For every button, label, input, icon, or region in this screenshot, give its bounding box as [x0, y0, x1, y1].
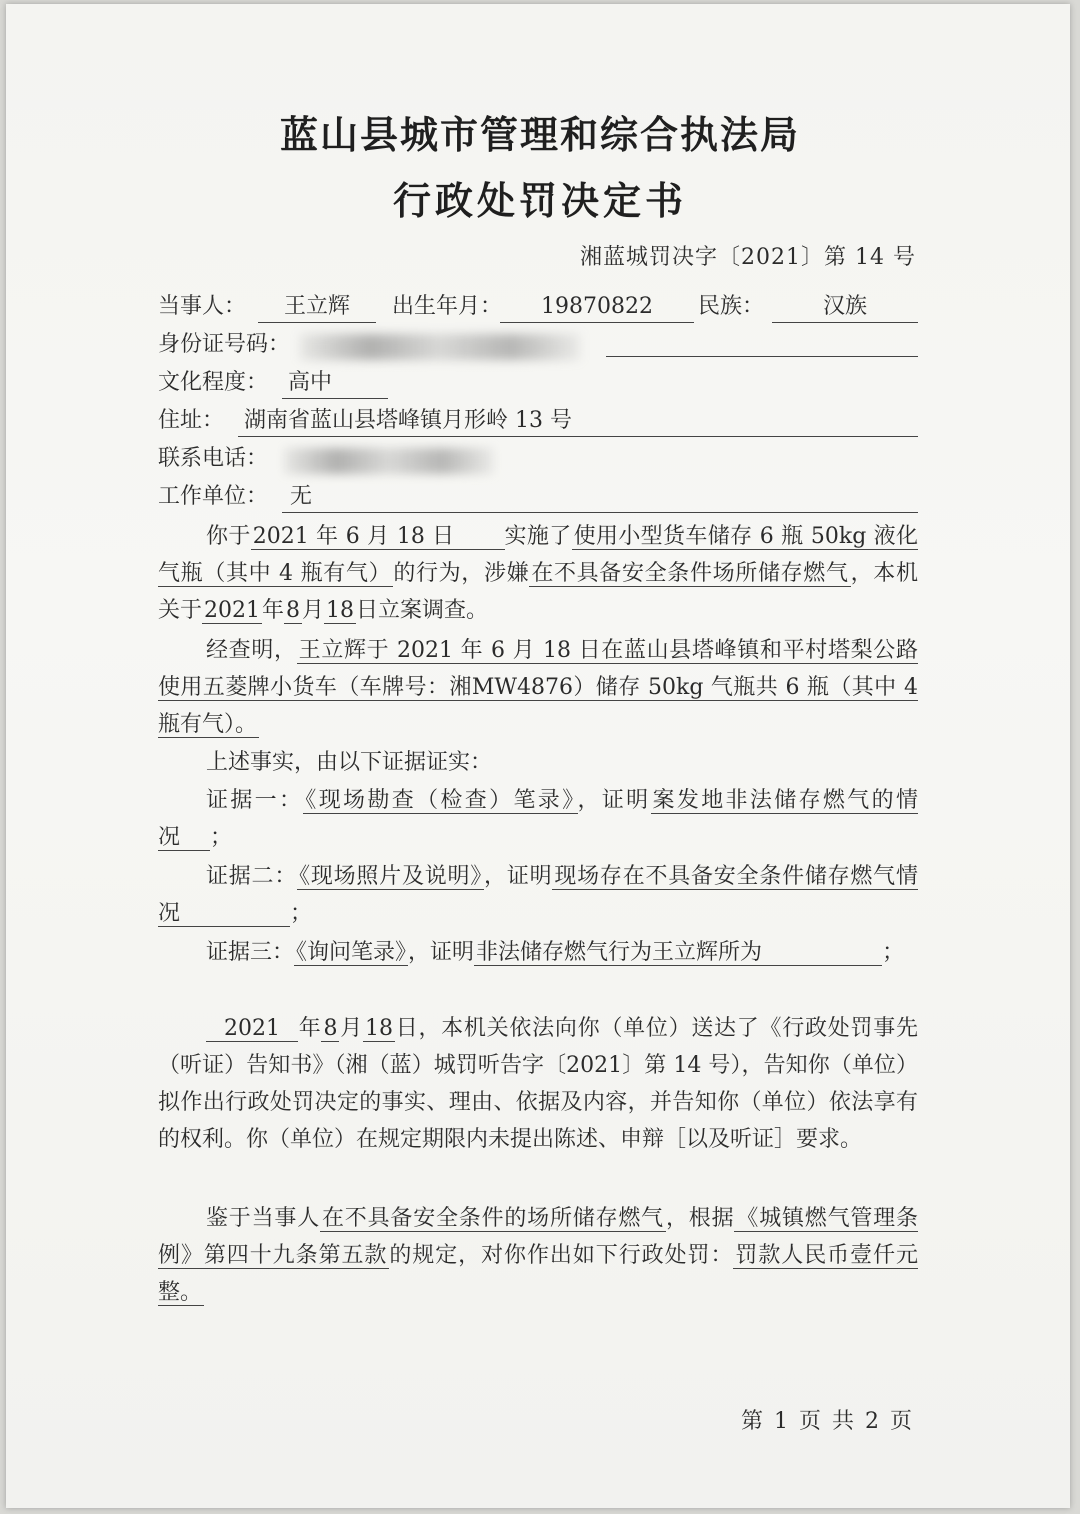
evidence-3: 证据三：《询问笔录》，证明非法储存燃气行为王立辉所为 ；: [206, 940, 905, 965]
paragraph-notice: 2021 年8月18日，本机关依法向你（单位）送达了《行政处罚事先（听证）告知书》（湘（蓝）城罚听告字〔2021〕第 14 号），告知你（单位）拟作出行政处罚决定的事实、理由、依据及内容，并告知你（单位）依法享有的权利。你（单位）在规定期限内未提出陈述、申辩［以及听证］要求。: [158, 1016, 918, 1152]
name-label: 当事人：: [158, 294, 247, 319]
paragraph-evidence-intro: 上述事实，由以下证据证实：: [206, 750, 493, 775]
page-number: 第 1 页 共 2 页: [741, 1409, 914, 1434]
agency-title: 蓝山县城市管理和综合执法局: [279, 113, 800, 157]
party-education: 高中: [282, 368, 388, 399]
paragraph-case: 你于2021 年 6 月 18 日 实施了使用小型货车储存 6 瓶 50kg 液化气瓶（其中 4 瓶有气）的行为，涉嫌在不具备安全条件场所储存燃气，本机关于2021年8月18日立案调查。: [158, 524, 918, 623]
redacted-id: [300, 334, 580, 360]
work-label: 工作单位：: [158, 484, 269, 509]
phone-label: 联系电话：: [158, 446, 269, 471]
id-underline: [606, 326, 918, 357]
birth-label: 出生年月：: [392, 294, 503, 319]
id-label: 身份证号码：: [158, 332, 291, 357]
ethnicity-label: 民族：: [698, 294, 765, 319]
paragraph-decision: 鉴于当事人在不具备安全条件的场所储存燃气，根据《城镇燃气管理条例》第四十九条第五款的规定，对你作出如下行政处罚：罚款人民币壹仟元整。: [158, 1206, 918, 1305]
party-address: 湖南省蓝山县塔峰镇月形岭 13 号: [238, 406, 918, 437]
paragraph-facts: 经查明，王立辉于 2021 年 6 月 18 日在蓝山县塔峰镇和平村塔梨公路使用五菱牌小货车（车牌号：湘MW4876）储存 50kg 气瓶共 6 瓶（其中 4 瓶有气）。: [158, 638, 918, 737]
document-number: 湘蓝城罚决字〔2021〕第 14 号: [580, 245, 916, 270]
evidence-1: 证据一：《现场勘查（检查）笔录》，证明案发地非法储存燃气的情况 ；: [158, 788, 918, 850]
penalty: 罚款人民币壹仟元整。: [158, 1243, 918, 1305]
party-ethnicity: 汉族: [772, 292, 918, 323]
party-work: 无: [282, 482, 918, 513]
education-label: 文化程度：: [158, 370, 269, 395]
document-title: 行政处罚决定书: [392, 179, 687, 223]
party-birth: 19870822: [500, 292, 694, 323]
evidence-2: 证据二：《现场照片及说明》，证明现场存在不具备安全条件储存燃气情况 ；: [158, 864, 918, 926]
party-name: 王立辉: [258, 292, 376, 323]
party-line: [158, 292, 246, 322]
redacted-phone: [284, 448, 494, 474]
address-label: 住址：: [158, 408, 225, 433]
